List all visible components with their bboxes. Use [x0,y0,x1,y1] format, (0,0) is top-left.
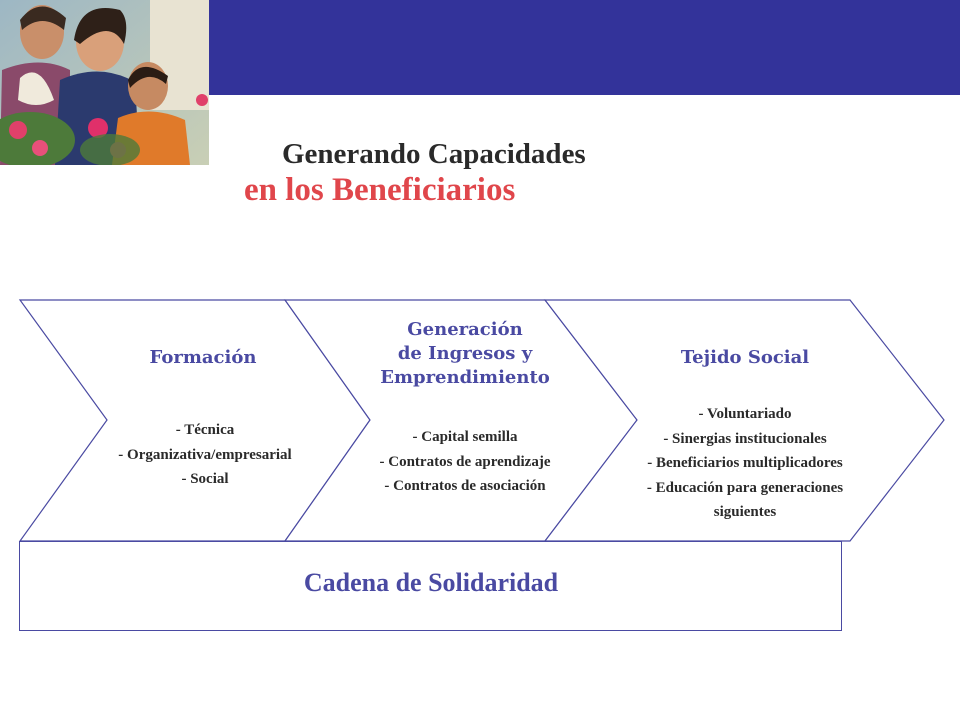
stage-formacion-list [80,418,330,492]
stage-generacion-title-line: de Ingresos y [397,343,533,364]
list-item: siguientes [713,504,777,520]
list-item: - Contratos de asociación [384,478,546,494]
list-item: - Capital semilla [412,429,518,445]
stage-generacion-title [350,318,580,390]
footer-label: Cadena de Solidaridad [303,568,559,597]
list-item: - Social [181,471,229,487]
stage-tejido-list [600,402,890,525]
stage-formacion-title [118,346,288,370]
list-item: - Beneficiarios multiplicadores [647,455,843,471]
list-item: - Voluntariado [698,406,792,422]
slide-title: Generando Capacidades [282,138,586,170]
list-item: - Contratos de aprendizaje [379,453,551,470]
stage-tejido-title-line: Tejido Social [680,347,810,368]
list-item: - Técnica [175,422,235,438]
slide-subtitle: en los Beneficiarios [244,172,516,208]
list-item: - Educación para generaciones [646,479,844,496]
stage-tejido-title [640,346,850,370]
list-item: - Organizativa/empresarial [118,446,292,463]
stage-generacion-list [340,425,590,499]
stage-formacion-title-line: Formación [149,347,257,368]
list-item: - Sinergias institucionales [663,430,827,447]
stage-generacion-title-line: Generación [407,319,523,340]
stage-generacion-title-line: Emprendimiento [380,367,550,388]
